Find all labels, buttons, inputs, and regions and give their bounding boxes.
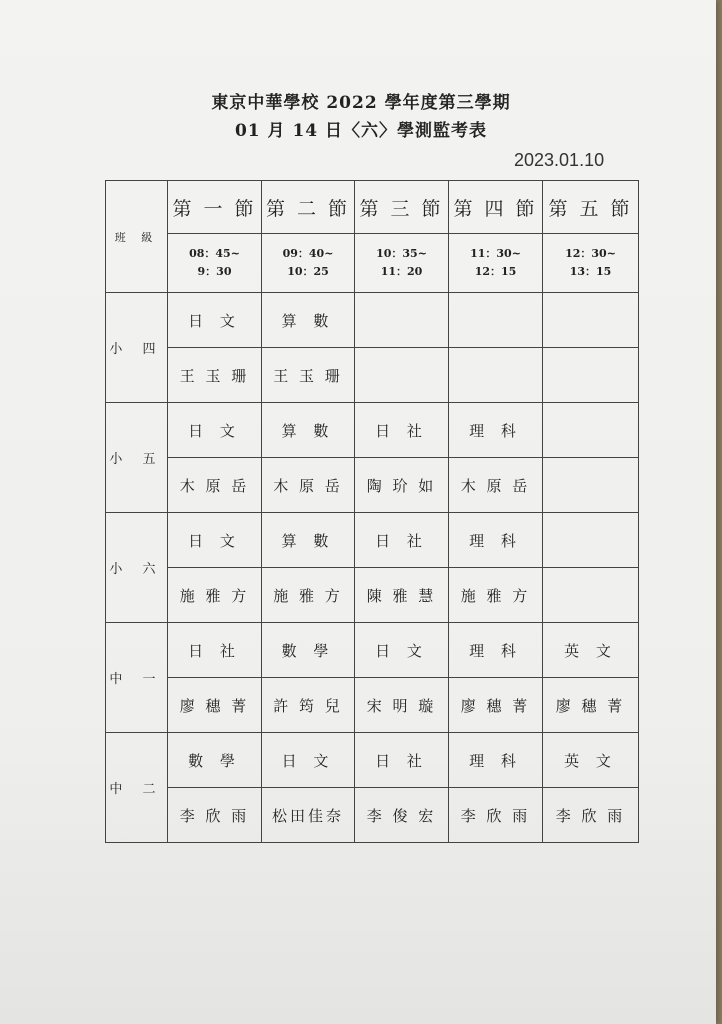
table-row-subjects	[106, 403, 639, 458]
subject-cell	[543, 293, 639, 348]
table-row-proctors	[106, 348, 639, 403]
subject-cell: 英 文	[543, 733, 639, 788]
proctor-cell: 陳 雅 慧	[355, 568, 449, 623]
time-end: 13：15	[569, 265, 612, 278]
table-row-proctors	[106, 788, 639, 843]
period-header: 第 五 節	[543, 181, 639, 234]
period-time	[168, 234, 262, 293]
proctor-schedule-table	[105, 180, 639, 843]
proctor-cell: 李 欣 雨	[449, 788, 543, 843]
proctor-cell: 施 雅 方	[262, 568, 355, 623]
proctor-cell: 李 欣 雨	[168, 788, 262, 843]
table-row-proctors	[106, 568, 639, 623]
time-end: 12：15	[474, 265, 517, 278]
time-start: 12：30~	[565, 247, 616, 260]
subject-cell: 日 文	[168, 513, 262, 568]
subject-cell: 日 文	[168, 293, 262, 348]
subject-cell: 算 數	[262, 293, 355, 348]
subject-cell: 英 文	[543, 623, 639, 678]
subject-cell	[543, 513, 639, 568]
time-start: 08：45~	[189, 247, 240, 260]
class-label: 小 六	[106, 513, 168, 623]
proctor-cell	[355, 348, 449, 403]
period-header: 第 一 節	[168, 181, 262, 234]
table-row-subjects	[106, 293, 639, 348]
proctor-cell	[543, 348, 639, 403]
subject-cell: 日 社	[168, 623, 262, 678]
table-row-proctors	[106, 458, 639, 513]
subject-cell: 日 文	[262, 733, 355, 788]
proctor-cell: 廖 穗 菁	[449, 678, 543, 733]
period-header: 第 三 節	[355, 181, 449, 234]
time-end: 10：25	[287, 265, 329, 278]
table-row-subjects	[106, 513, 639, 568]
period-time	[543, 234, 639, 293]
time-start: 10：35~	[376, 247, 427, 260]
time-start: 11：30~	[470, 247, 521, 260]
class-label: 小 五	[106, 403, 168, 513]
subject-cell: 理 科	[449, 513, 543, 568]
proctor-cell	[543, 568, 639, 623]
subject-cell	[355, 293, 449, 348]
proctor-cell: 李 欣 雨	[543, 788, 639, 843]
proctor-cell	[543, 458, 639, 513]
subject-cell: 日 社	[355, 513, 449, 568]
proctor-cell: 木 原 岳	[168, 458, 262, 513]
subject-cell: 日 社	[355, 733, 449, 788]
subject-cell: 日 文	[355, 623, 449, 678]
class-label: 中 一	[106, 623, 168, 733]
proctor-cell: 施 雅 方	[449, 568, 543, 623]
class-label: 中 二	[106, 733, 168, 843]
subject-cell: 數 學	[262, 623, 355, 678]
subject-cell: 數 學	[168, 733, 262, 788]
document-date: 2023.01.10	[514, 150, 605, 170]
proctor-cell: 木 原 岳	[449, 458, 543, 513]
subject-cell: 理 科	[449, 733, 543, 788]
proctor-cell: 松田佳奈	[262, 788, 355, 843]
subject-cell	[449, 293, 543, 348]
class-column-header: 班 級	[106, 181, 168, 293]
period-time	[449, 234, 543, 293]
table-row-subjects	[106, 733, 639, 788]
proctor-cell	[449, 348, 543, 403]
subject-cell: 算 數	[262, 403, 355, 458]
period-header: 第 二 節	[262, 181, 355, 234]
subject-cell: 理 科	[449, 403, 543, 458]
table-row-proctors	[106, 678, 639, 733]
time-end: 9：30	[197, 265, 232, 278]
period-time	[262, 234, 355, 293]
proctor-cell: 宋 明 璇	[355, 678, 449, 733]
subject-cell: 日 社	[355, 403, 449, 458]
proctor-cell: 陶 玠 如	[355, 458, 449, 513]
proctor-cell: 許 筠 兒	[262, 678, 355, 733]
subject-cell: 日 文	[168, 403, 262, 458]
subject-cell: 理 科	[449, 623, 543, 678]
document-title: 東京中華學校 2022 學年度第三學期	[211, 93, 511, 113]
time-end: 11：20	[380, 265, 423, 278]
proctor-cell: 廖 穗 菁	[168, 678, 262, 733]
proctor-cell: 王 玉 珊	[168, 348, 262, 403]
subject-cell: 算 數	[262, 513, 355, 568]
proctor-cell: 施 雅 方	[168, 568, 262, 623]
table-row-subjects	[106, 623, 639, 678]
proctor-cell: 王 玉 珊	[262, 348, 355, 403]
class-label: 小 四	[106, 293, 168, 403]
period-time	[355, 234, 449, 293]
subject-cell	[543, 403, 639, 458]
proctor-cell: 木 原 岳	[262, 458, 355, 513]
proctor-cell: 李 俊 宏	[355, 788, 449, 843]
time-start: 09：40~	[282, 247, 334, 260]
period-header: 第 四 節	[449, 181, 543, 234]
proctor-cell: 廖 穗 菁	[543, 678, 639, 733]
document-subtitle: 01 月 14 日〈六〉學測監考表	[234, 121, 488, 141]
